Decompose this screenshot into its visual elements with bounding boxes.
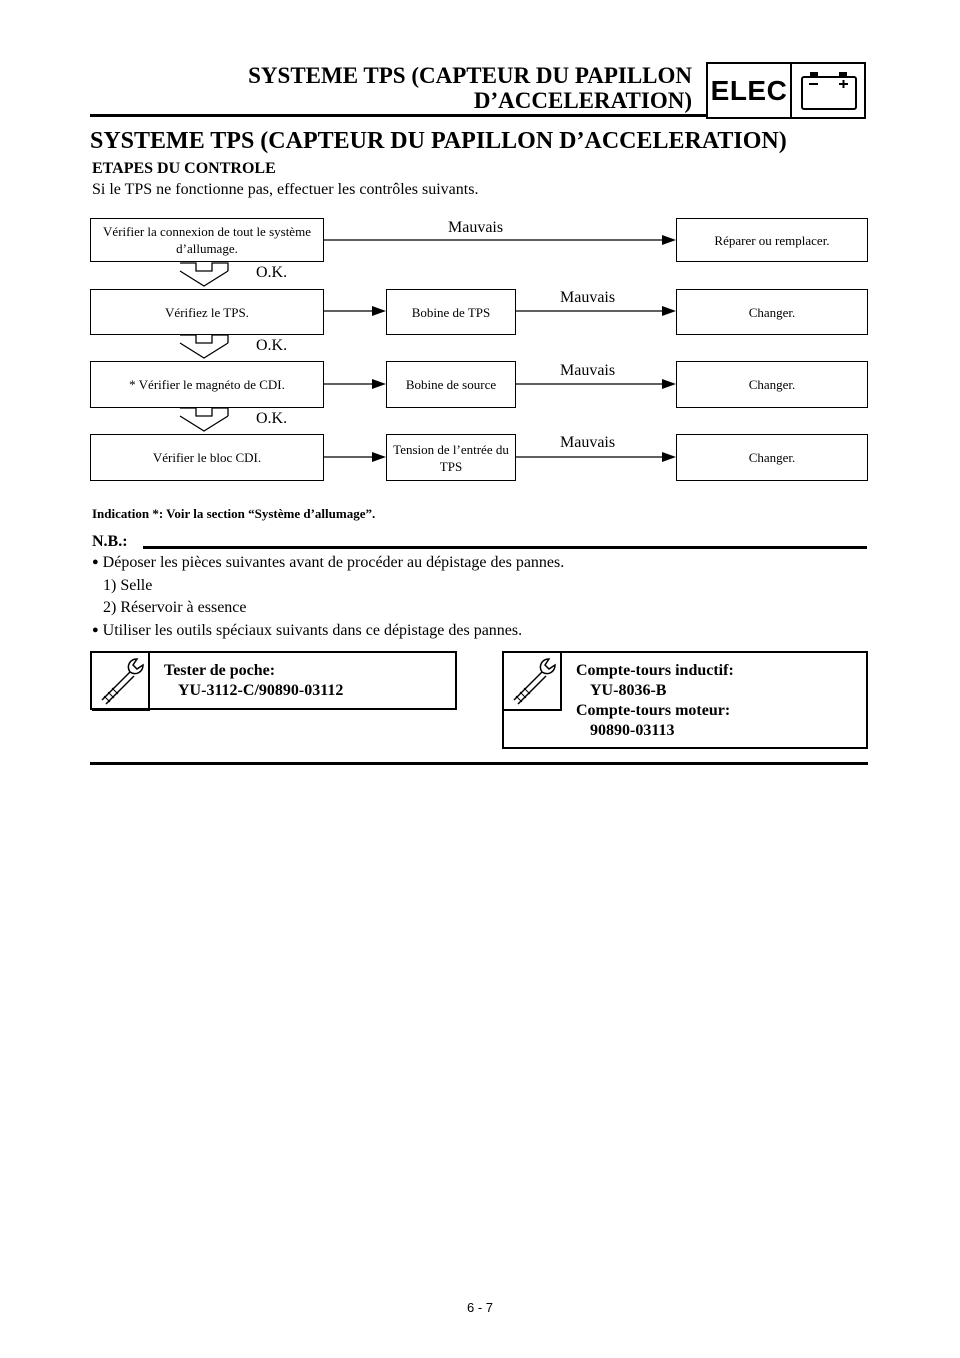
nb-bullet-text: Déposer les pièces suivantes avant de procéder au dépistage des pannes. [102, 554, 565, 571]
flow-ok-label: O.K. [256, 264, 288, 281]
section-title: SYSTEME TPS (CAPTEUR DU PAPILLON D’ACCELERATION) [90, 128, 787, 154]
flow-action-change: Changer. [676, 361, 868, 408]
nb-label: N.B.: [92, 533, 128, 550]
tool-name: Compte-tours inductif: [576, 662, 734, 679]
tool-part-number: 90890-03113 [590, 722, 675, 739]
wrench-tool-icon [92, 653, 150, 711]
flow-check-cdi-magneto: * Vérifier le magnéto de CDI. [90, 361, 324, 408]
wrench-tool-icon [504, 653, 562, 711]
tool-name: Compte-tours moteur: [576, 702, 731, 719]
indication-note: Indication *: Voir la section “Système d’allumage”. [92, 506, 376, 521]
nb-list-item: 1) Selle [103, 577, 153, 594]
flow-bad-label: Mauvais [448, 219, 504, 236]
nb-bullet [92, 554, 564, 572]
intro-text: Si le TPS ne fonctionne pas, effectuer les contrôles suivants. [92, 181, 479, 198]
flow-ok-label: O.K. [256, 337, 288, 354]
flow-bad-label: Mauvais [560, 362, 616, 379]
flow-bad-label: Mauvais [560, 289, 616, 306]
flow-bad-label: Mauvais [560, 434, 616, 451]
section-subtitle: ETAPES DU CONTROLE [92, 160, 276, 177]
elec-label: ELEC [708, 64, 792, 117]
flow-action-repair: Réparer ou remplacer. [676, 218, 868, 262]
header-title-line2: D’ACCELERATION) [473, 88, 692, 113]
nb-list-item: 2) Réservoir à essence [103, 599, 247, 616]
tool-part-number: YU-3112-C/90890-03112 [178, 682, 344, 699]
bullet-icon: ● [92, 624, 99, 636]
tool-name: Tester de poche: [164, 662, 276, 679]
nb-bullet [92, 622, 522, 640]
tool-part-number: YU-8036-B [590, 682, 667, 699]
flow-ok-label: O.K. [256, 410, 288, 427]
flow-part-tps-input-voltage: Tension de l’entrée du TPS [386, 434, 516, 481]
tool-text [576, 661, 734, 741]
tool-box-pocket-tester [90, 651, 457, 710]
page-number: 6 - 7 [466, 1300, 493, 1315]
bullet-icon: ● [92, 556, 99, 568]
flow-action-change: Changer. [676, 434, 868, 481]
header-title-line1: SYSTEME TPS (CAPTEUR DU PAPILLON [248, 63, 692, 88]
tool-text [164, 661, 343, 701]
nb-rule [143, 546, 867, 549]
flow-check-cdi-unit: Vérifier le bloc CDI. [90, 434, 324, 481]
flow-action-change: Changer. [676, 289, 868, 335]
nb-bullet-text: Utiliser les outils spéciaux suivants dans ce dépistage des pannes. [102, 622, 523, 639]
flow-part-tps-coil: Bobine de TPS [386, 289, 516, 335]
flow-part-source-coil: Bobine de source [386, 361, 516, 408]
tool-box-tachometer [502, 651, 868, 749]
flow-check-tps: Vérifiez le TPS. [90, 289, 324, 335]
bottom-rule [90, 762, 868, 765]
flow-check-ignition-system: Vérifier la connexion de tout le système d’allumage. [90, 218, 324, 262]
